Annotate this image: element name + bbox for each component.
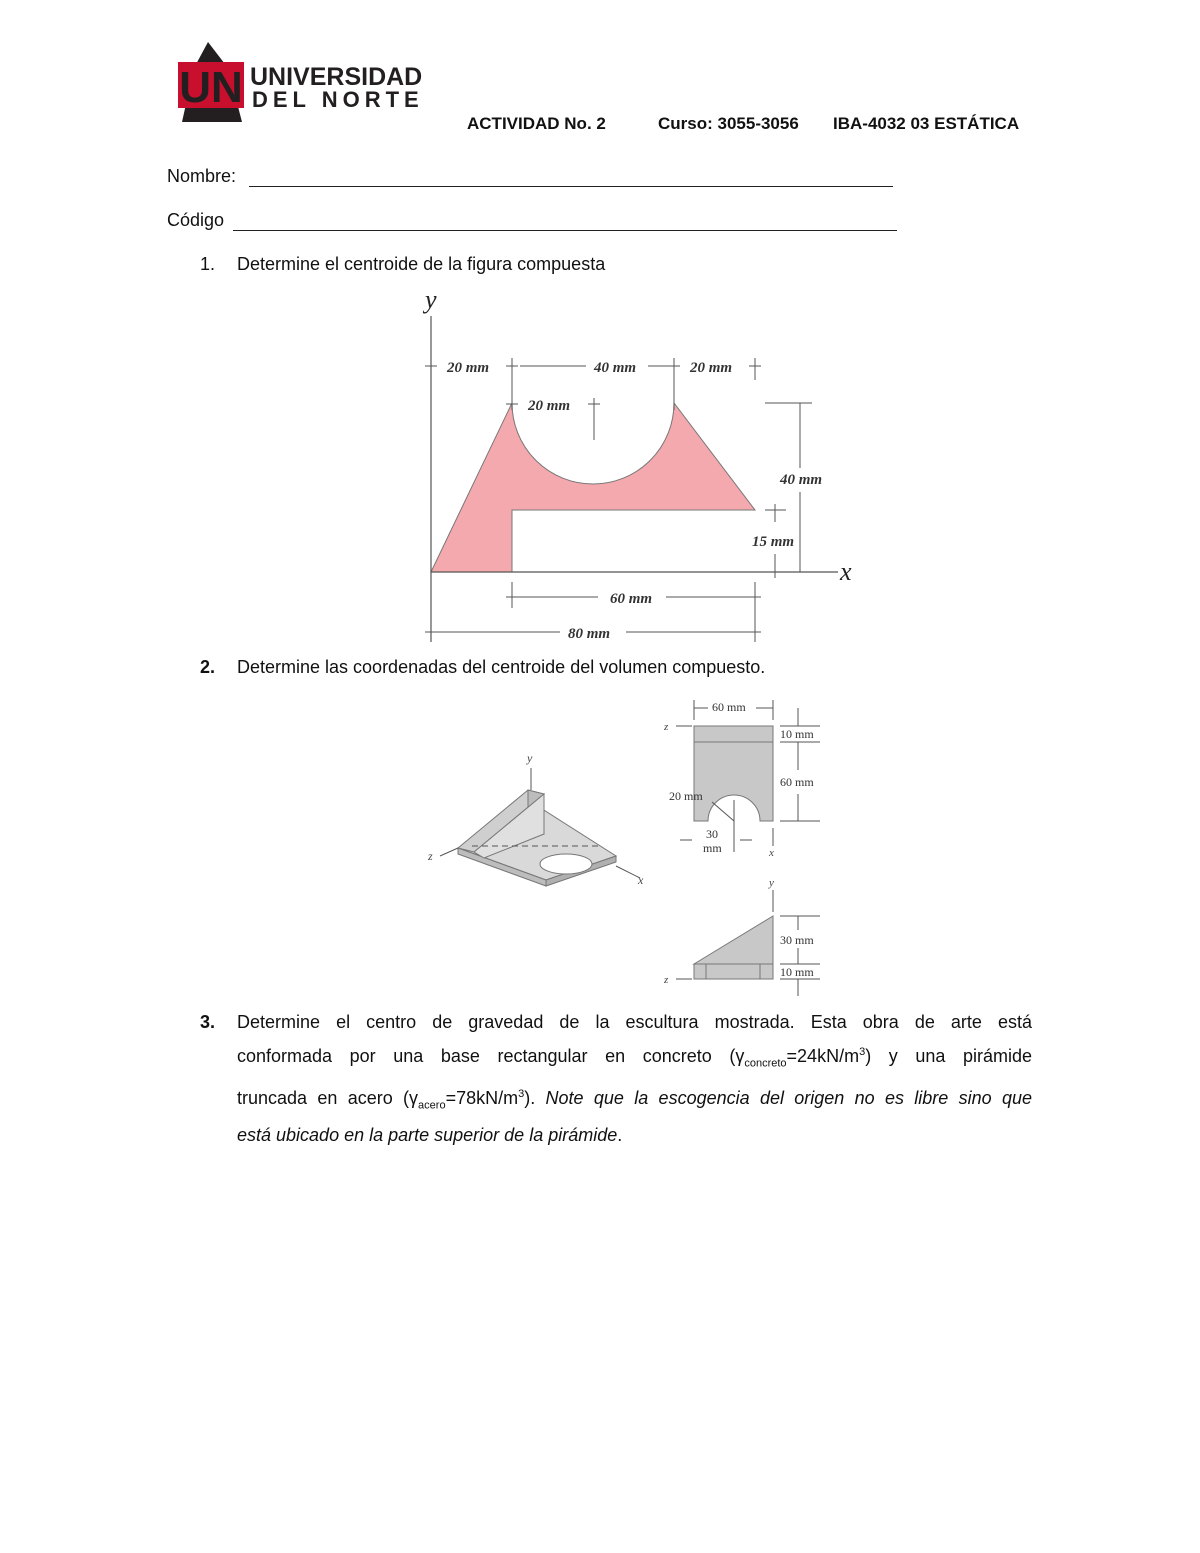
logo-mark: UN <box>179 63 243 112</box>
activity-title: ACTIVIDAD No. 2 <box>467 114 606 133</box>
q3-l3-c: ). <box>524 1087 546 1108</box>
q3-l2-sub: concreto <box>744 1057 787 1070</box>
q3-l4-end: . <box>617 1125 623 1146</box>
q3-l3-sup: 3 <box>518 1087 525 1100</box>
iso-x-label: x <box>638 873 644 887</box>
figure-1-composite-area <box>415 282 865 644</box>
composite-shape <box>431 403 755 572</box>
top-view-thick: 10 mm <box>780 727 814 741</box>
y-axis-label: y <box>425 285 437 314</box>
dim-bottom-total: 80 mm <box>568 626 611 642</box>
top-view-z: z <box>664 721 669 733</box>
iso-z-label: z <box>428 849 433 863</box>
isometric-solid <box>458 790 616 886</box>
question-2-text: Determine las coordenadas del centroide del volumen compuesto. <box>237 657 766 677</box>
side-view <box>663 877 820 996</box>
name-field-line[interactable] <box>249 186 893 187</box>
question-1-number: 1. <box>200 254 216 274</box>
question-2-number: 2. <box>200 657 216 677</box>
question-3-line-4 <box>237 1120 1032 1150</box>
iso-y-label: y <box>527 751 533 765</box>
question-3-text <box>237 1007 1032 1150</box>
logo-line1: UNIVERSIDAD <box>250 63 423 91</box>
question-3-line-1: Determine el centro de gravedad de la escultura mostrada. Esta obra de arte está <box>237 1012 1032 1032</box>
side-view-y: y <box>769 877 774 889</box>
q3-l4-note: está ubicado en la parte superior de la pirámide <box>237 1125 618 1146</box>
side-view-h1: 30 mm <box>780 933 814 947</box>
top-view-depth: 60 mm <box>780 775 814 789</box>
dim-top-left: 20 mm <box>447 360 490 376</box>
name-label: Nombre: <box>167 166 237 186</box>
top-view-width: 60 mm <box>712 700 746 714</box>
figure-2-svg <box>420 690 840 1000</box>
right-dimension-lines <box>765 403 812 578</box>
logo-line2: DEL NORTE <box>252 87 424 112</box>
dim-top-mid: 40 mm <box>594 360 637 376</box>
side-view-z: z <box>664 974 669 986</box>
code-label: Código <box>167 210 225 230</box>
q3-l3-b: =78kN/m <box>445 1087 519 1108</box>
code-field-line[interactable] <box>233 230 897 231</box>
question-3-number: 3. <box>200 1012 216 1032</box>
top-view <box>663 700 820 859</box>
q3-l2-c: ) y una pirámide <box>865 1046 1032 1066</box>
top-view-radius: 20 mm <box>669 789 703 803</box>
question-1-text: Determine el centroide de la figura compuesta <box>237 254 606 274</box>
dim-step: 15 mm <box>752 534 795 550</box>
side-view-h2: 10 mm <box>780 965 814 979</box>
logo-graphic <box>176 40 436 124</box>
top-view-x: x <box>769 847 774 859</box>
top-view-offset-b: mm <box>703 841 722 855</box>
top-view-offset-a: 30 <box>706 827 718 841</box>
q3-l3-a: truncada en acero (γ <box>237 1087 419 1108</box>
q3-l2-a: conformada por una base rectangular en concreto (γ <box>237 1046 745 1066</box>
subject-title: IBA-4032 03 ESTÁTICA <box>833 114 1020 133</box>
dim-bottom-inner: 60 mm <box>610 591 653 607</box>
course-code: Curso: 3055-3056 <box>658 114 799 133</box>
q3-l2-b: =24kN/m <box>786 1046 860 1066</box>
q3-l3-sub: acero <box>418 1099 446 1112</box>
question-3-line-2 <box>237 1037 1032 1079</box>
q3-l3-note: Note que la escogencia del origen no es libre sino que <box>545 1087 1032 1108</box>
figure-2-composite-volume <box>420 690 840 1000</box>
question-3-line-3 <box>237 1079 1032 1121</box>
dim-height: 40 mm <box>780 472 823 488</box>
q3-l2-sup: 3 <box>859 1046 866 1058</box>
x-axis-label: x <box>840 557 852 586</box>
university-logo <box>176 40 436 124</box>
figure-1-svg <box>415 282 865 644</box>
dim-top-right: 20 mm <box>690 360 733 376</box>
dim-radius: 20 mm <box>528 398 571 414</box>
